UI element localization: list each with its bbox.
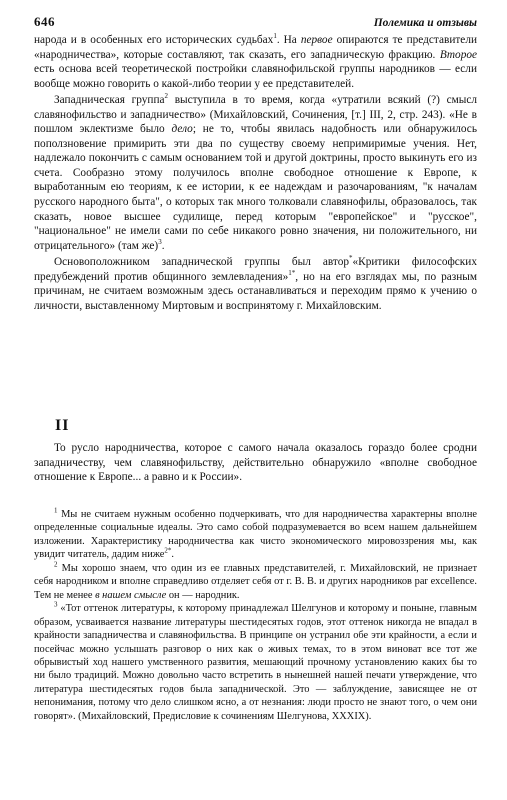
page-header: [34, 14, 477, 30]
section-number: II: [55, 417, 70, 434]
text-span: опираются те представители «народничества», которые составляют, так сказать, его западническую фракцию.: [34, 34, 477, 61]
footnote-ref-2: 2: [164, 92, 169, 101]
footnote-2: [34, 562, 477, 602]
footnote-text: «Тот оттенок литературы, к которому принадлежал Шелгунов и которому и поныне, главным образом, усваивается название литературы шестидесятых годов, этот оттенок никогда не впадал в крайности западничества и славянофильства. В принципе он устранил обе эти крайности, а если и посейчас можно услышать разговор о них как о живых темах, то в этом виноват все тот же обрывистый ход нашего умственного развития, мешающий прочному установлению каких бы то ни было традиций. Можно довольно часто встретить в нынешней нашей печати утверждение, что литература шестидесятых годов была западнической. Это — заблуждение, зависящее не от непонимания, потому что дело слишком ясно, а от незнания: люди просто не знают того, о чем они говорят». (Михайловский, Предисловие к сочинениям Шелгунова, XXXIX).: [34, 603, 477, 722]
footnote-ref-1star: 1*: [288, 268, 296, 277]
text-span: народа и в особенных его исторических судьбах: [34, 34, 274, 46]
main-text: [34, 33, 477, 313]
footnote-number: 1: [54, 506, 58, 515]
text-span: Основоположником западнической группы был автор: [54, 256, 350, 269]
emphasis-second: Второе: [439, 48, 477, 61]
emphasis-delo: дело: [171, 123, 193, 136]
text-span: «Критики философских предубеждений против общинного землевладения»: [34, 256, 477, 283]
section-paragraph: То русло народничества, которое с самого начала оказалось гораздо более сродни западничеству, чем славянофильству, действительно обнаружило «вполне свободное отношение к Европе... а равно и к России».: [34, 442, 477, 484]
paragraph-2: [34, 93, 477, 253]
text-span: ; не то, чтобы явилась надобность или обнаружилось поползновение примирить эти два по существу своему непримиримые учения. Нет, надлежало покончить с самым основанием той и другой доктрины, просто выкинуть его из счета. Сообразно этому получилось вполне свободное отношение к Европе, к выработанным ею теориям, к ее истории, к ее надеждам и разочарованиям, "к началам русского народного быта", о которых так много толковали славянофилы, образовалось, так сказать, новое высшее судилище, перед которым "европейское" и "русское", "национальное" не имели сами по себе никакого ровно значения, ни положительного, ни отрицательного» (там же): [34, 123, 477, 252]
footnote-number: 2: [54, 560, 58, 569]
text-span: .: [161, 239, 165, 252]
text-span: Западническая группа: [54, 94, 165, 107]
running-head: Полемика и отзывы: [373, 17, 477, 29]
emphasis-first: первое: [300, 34, 333, 46]
footnote-text: он — народник.: [166, 589, 240, 601]
footnote-text: .: [171, 549, 175, 561]
footnote-ref-1: 1: [273, 32, 277, 41]
footnote-ref-star: *: [349, 254, 353, 263]
text-span: . На: [276, 34, 301, 46]
text-span: есть основа всей теоретической постройки славянофильской группы народников — если вообще можно говорить о какой-либо теории у ее представителей.: [34, 63, 477, 90]
footnotes: [34, 508, 477, 723]
paragraph-3: [34, 255, 477, 313]
text-span: выступила в то время, когда «утратили всякий (?) смысл славянофильство и западничество» (Михайловский, Сочинения, [т.] III, 2, стр. 243). «Не в пошлом эклектизме было: [34, 94, 477, 136]
footnote-text: Мы хорошо знаем, что один из ее главных представителей, г. Михайловский, не признает себя народником и вполне справедливо отделяет себя от г. В. В. и других народников par excellence. Тем не менее: [34, 562, 477, 601]
section-text: [34, 441, 477, 485]
page-number: 646: [34, 14, 55, 29]
emphasis-nashem-smysle: в нашем смысле: [95, 589, 167, 601]
text-span: , но на его взглядах мы, по разным причинам, не считаем возможным здесь останавливаться и переходим прямо к учению о личности, выставленному Миртовым и воспринятому г. Михайловским.: [34, 270, 477, 312]
footnote-ref-2star: 2*: [164, 546, 172, 555]
footnote-number: 3: [54, 600, 58, 609]
paragraph-1: [34, 33, 477, 91]
footnote-text: Мы не считаем нужным особенно подчеркивать, что для народничества характерны вполне определенные социальные идеалы. Это само собой подразумевается во всем нашем дальнейшем изложении. Характеристику народничества как чисто экономического мировоззрения мы, как увидит читатель, дадим ниже: [34, 509, 477, 561]
footnote-ref-3: 3: [158, 237, 162, 246]
footnote-3: [34, 602, 477, 723]
footnote-1: [34, 508, 477, 562]
